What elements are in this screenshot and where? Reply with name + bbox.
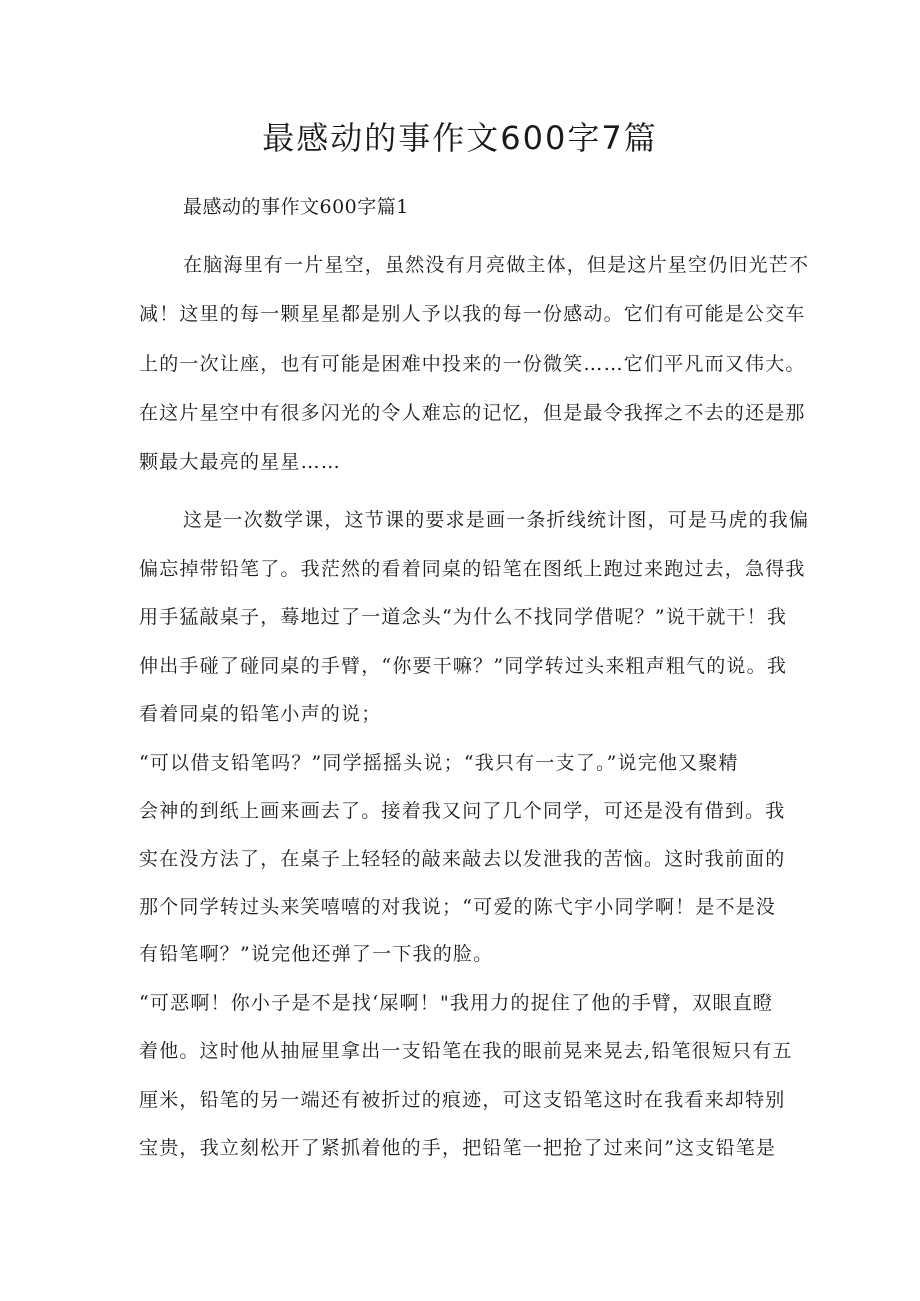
text-line: 上的一次让座，也有可能是困难中投来的一份微笑……它们平凡而又伟大。 bbox=[139, 353, 806, 375]
text-line: 伸出手碰了碰同桌的手臂，“你要干嘛？”同学转过头来粗声粗气的说。我 bbox=[139, 655, 788, 677]
section-heading: 最感动的事作文600字篇1 bbox=[183, 196, 409, 218]
text-line: 偏忘掉带铅笔了。我茫然的看着同桌的铅笔在图纸上跑过来跑过去，急得我 bbox=[139, 558, 806, 580]
text-line: 有铅笔啊？”说完他还弹了一下我的脸。 bbox=[139, 943, 494, 965]
text-line: 宝贵，我立刻松开了紧抓着他的手，把铅笔一把抢了过来问”这支铅笔是 bbox=[139, 1137, 777, 1159]
text-line: 实在没方法了，在桌子上轻轻的敲来敲去以发泄我的苦恼。这时我前面的 bbox=[139, 848, 786, 870]
text-line: 厘米，铅笔的另一端还有被折过的痕迹，可这支铅笔这时在我看来却特别 bbox=[139, 1089, 786, 1111]
text-line: 减！这里的每一颗星星都是别人予以我的每一份感动。它们有可能是公交车 bbox=[139, 303, 806, 325]
text-line: 颗最大最亮的星星…… bbox=[139, 451, 342, 473]
text-line: 这是一次数学课，这节课的要求是画一条折线统计图，可是马虎的我偏 bbox=[183, 509, 810, 531]
text-line: “可恶啊！你小子是不是找‘屎啊！"我用力的捉住了他的手臂，双眼直瞪 bbox=[139, 992, 774, 1014]
text-line: 在这片星空中有很多闪光的令人难忘的记忆，但是最令我挥之不去的还是那 bbox=[139, 402, 806, 424]
text-line: 用手猛敲桌子，蓦地过了一道念头“为什么不找同学借呢？”说干就干！我 bbox=[139, 606, 788, 628]
text-line: 那个同学转过头来笑嘻嘻的对我说；“可爱的陈弋宇小同学啊！是不是没 bbox=[139, 896, 777, 918]
text-line: 会神的到纸上画来画去了。接着我又问了几个同学，可还是没有借到。我 bbox=[139, 800, 786, 822]
text-line: 着他。这时他从抽屉里拿出一支铅笔在我的眼前晃来晃去,铅笔很短只有五 bbox=[139, 1040, 793, 1062]
text-line: “可以借支铅笔吗？”同学摇摇头说；“我只有一支了。”说完他又聚精 bbox=[139, 752, 739, 774]
page-title: 最感动的事作文600字7篇 bbox=[262, 119, 658, 157]
text-line: 在脑海里有一片星空，虽然没有月亮做主体，但是这片星空仍旧光芒不 bbox=[183, 254, 810, 276]
text-line: 看着同桌的铅笔小声的说； bbox=[139, 703, 382, 725]
